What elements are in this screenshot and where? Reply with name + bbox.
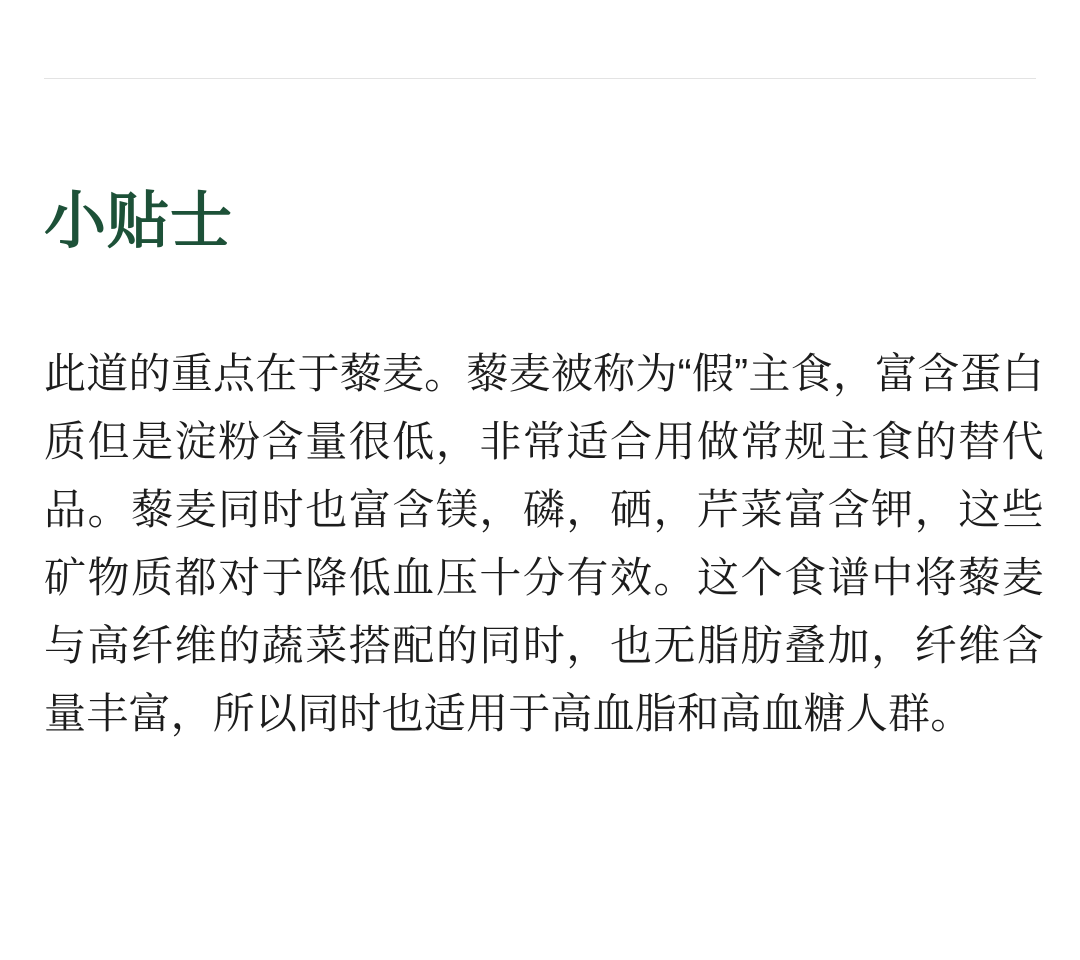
section-heading: 小贴士 bbox=[44, 187, 234, 256]
section-body-paragraph: 此道的重点在于藜麦。藜麦被称为“假”主食，富含蛋白质但是淀粉含量很低，非常适合用做常规主食的替代品。藜麦同时也富含镁，磷，硒，芹菜富含钾，这些矿物质都对于降低血压十分有效。这个食谱中将藜麦与高纤维的蔬菜搭配的同时，也无脂肪叠加，纤维含量丰富，所以同时也适用于高血脂和高血糖人群。 bbox=[44, 350, 1044, 737]
section-divider bbox=[44, 78, 1036, 79]
